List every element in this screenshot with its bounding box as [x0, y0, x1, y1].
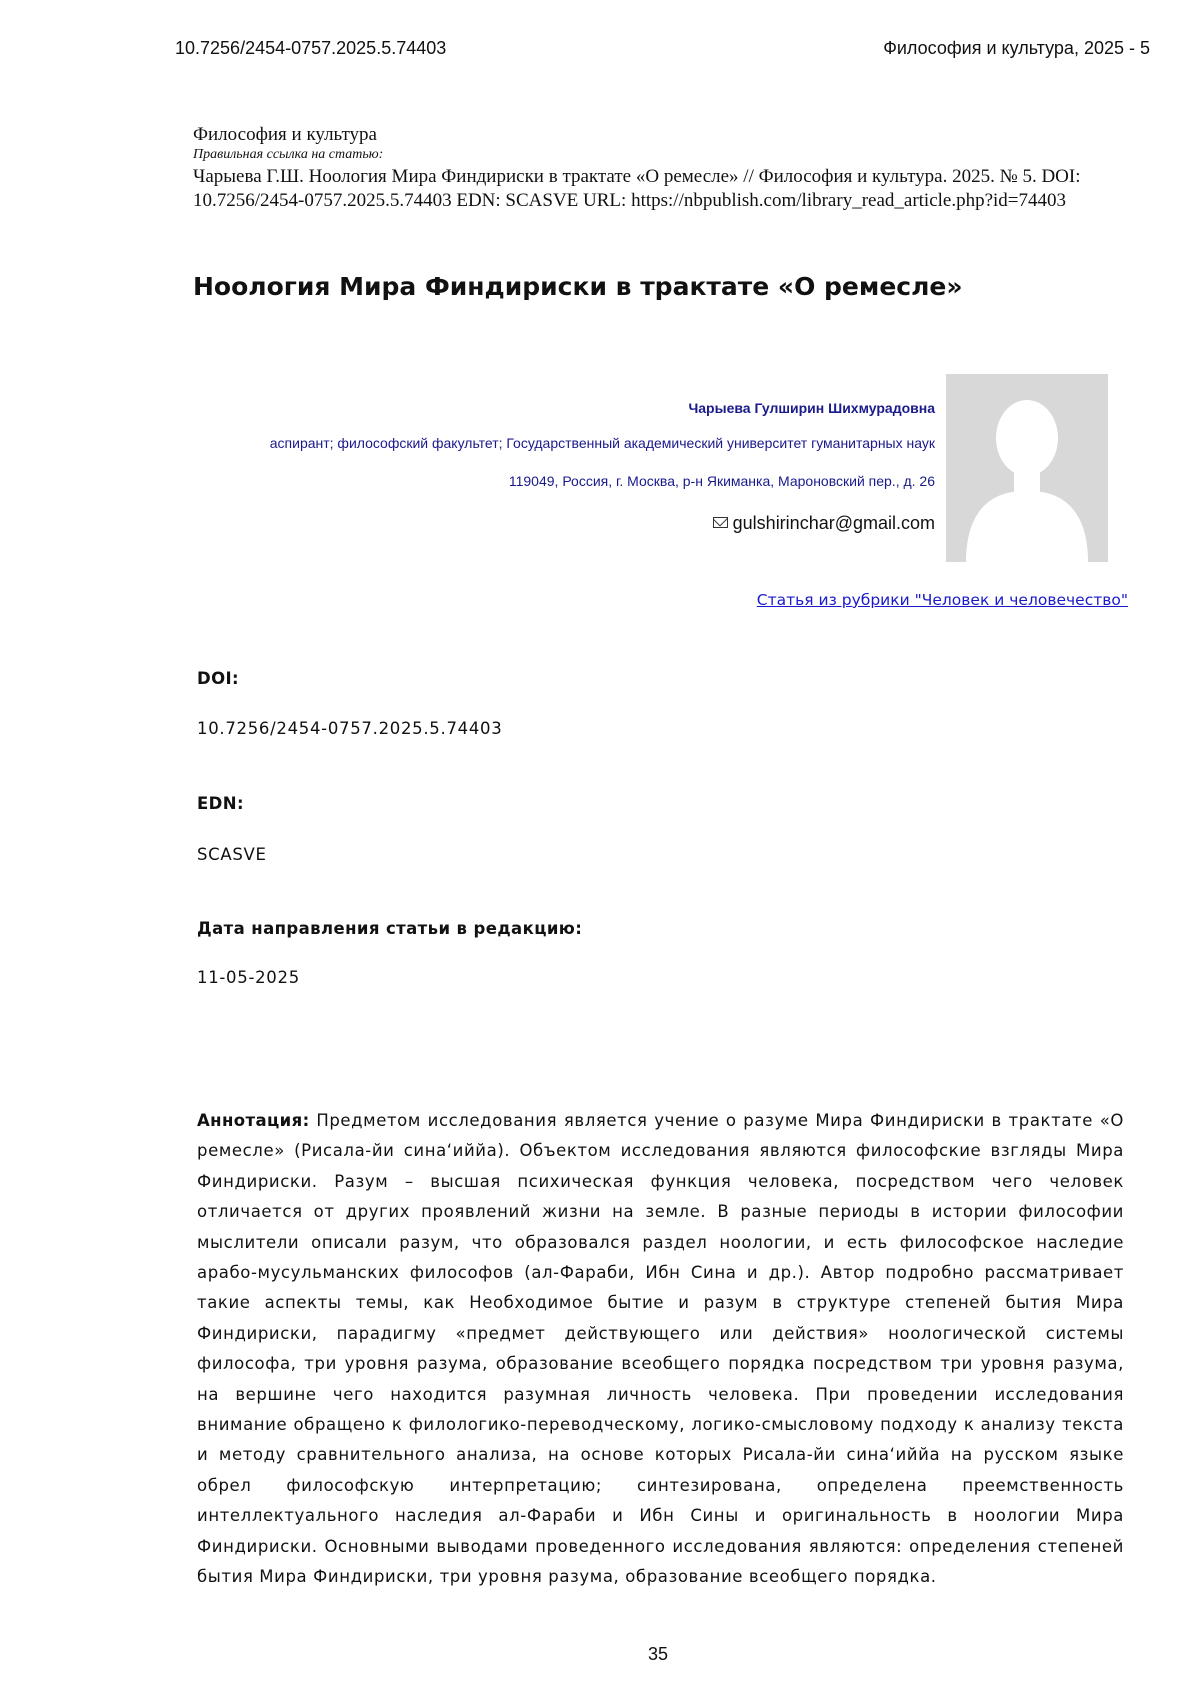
author-address: 119049, Россия, г. Москва, р-н Якиманка, Мароновский пер., д. 26 — [509, 473, 935, 489]
abstract — [197, 1106, 1124, 1593]
citation-block — [193, 124, 1133, 213]
author-email[interactable]: gulshirinchar@gmail.com — [733, 513, 935, 533]
edn-label: EDN: — [197, 794, 244, 813]
edn-value: SCASVE — [197, 845, 267, 864]
author-avatar — [946, 374, 1108, 562]
abstract-text: Предметом исследования является учение о разуме Мира Финдириски в трактате «О ремесле» (Рисала-йи сина‘иййа). Объектом исследования являются философские взгляды Мира Финдириски. Разум – высшая психическая функция человека, посредством чего человек отличается от других проявлений жизни на земле. В разные периоды в истории философии мыслители описали разум, что образовался раздел ноологии, и есть философское наследие арабо-мусульманских философов (ал-Фараби, Ибн Сина и др.). Автор подробно рассматривает такие аспекты темы, как Необходимое бытие и разум в структуре степеней бытия Мира Финдириски, парадигму «предмет действующего или действия» ноологической системы философа, три уровня разума, образование всеобщего порядка посредством три уровня разума, на вершине чего находится разумная личность человека. При проведении исследования внимание обращено к филологико-переводческому, логико-смысловому подходу к анализу текста и методу сравнительного анализа, на основе которых Рисала-йи сина‘иййа на русском языке обрел философскую интерпретацию; синтезирована, определена преемственность интеллектуального наследия ал-Фараби и Ибн Сины и оригинальность в ноологии Мира Финдириски. Основными выводами проведенного исследования являются: определения степеней бытия Мира Финдириски, три уровня разума, образование всеобщего порядка. — [197, 1111, 1124, 1586]
user-silhouette-icon — [946, 374, 1108, 562]
doi-value: 10.7256/2454-0757.2025.5.74403 — [197, 719, 502, 738]
author-email-row[interactable] — [713, 513, 935, 534]
rubric-link[interactable]: Статья из рубрики "Человек и человечество" — [757, 591, 1128, 609]
citation-label: Правильная ссылка на статью: — [193, 147, 1133, 163]
submission-date-value: 11-05-2025 — [197, 968, 300, 987]
envelope-icon — [713, 517, 728, 528]
article-title: Ноология Мира Финдириски в трактате «О ремесле» — [193, 272, 963, 301]
page-number: 35 — [0, 1644, 1200, 1665]
header-doi: 10.7256/2454-0757.2025.5.74403 — [175, 38, 446, 59]
citation-journal: Философия и культура — [193, 124, 1133, 146]
author-position: аспирант; философский факультет; Государственный академический университет гуманитарных наук — [270, 435, 935, 451]
author-name: Чарыева Гулширин Шихмурадовна — [688, 400, 935, 416]
doi-label: DOI: — [197, 669, 239, 688]
abstract-label: Аннотация: — [197, 1111, 310, 1130]
citation-reference: Чарыева Г.Ш. Ноология Мира Финдириски в трактате «О ремесле» // Философия и культура. 2025. № 5. DOI: 10.7256/2454-0757.2025.5.74403 EDN: SCASVE URL: https://nbpublish.com/library_read_article.php?id=74403 — [193, 165, 1133, 213]
submission-date-label: Дата направления статьи в редакцию: — [197, 919, 582, 938]
header-journal-issue: Философия и культура, 2025 - 5 — [883, 38, 1150, 59]
